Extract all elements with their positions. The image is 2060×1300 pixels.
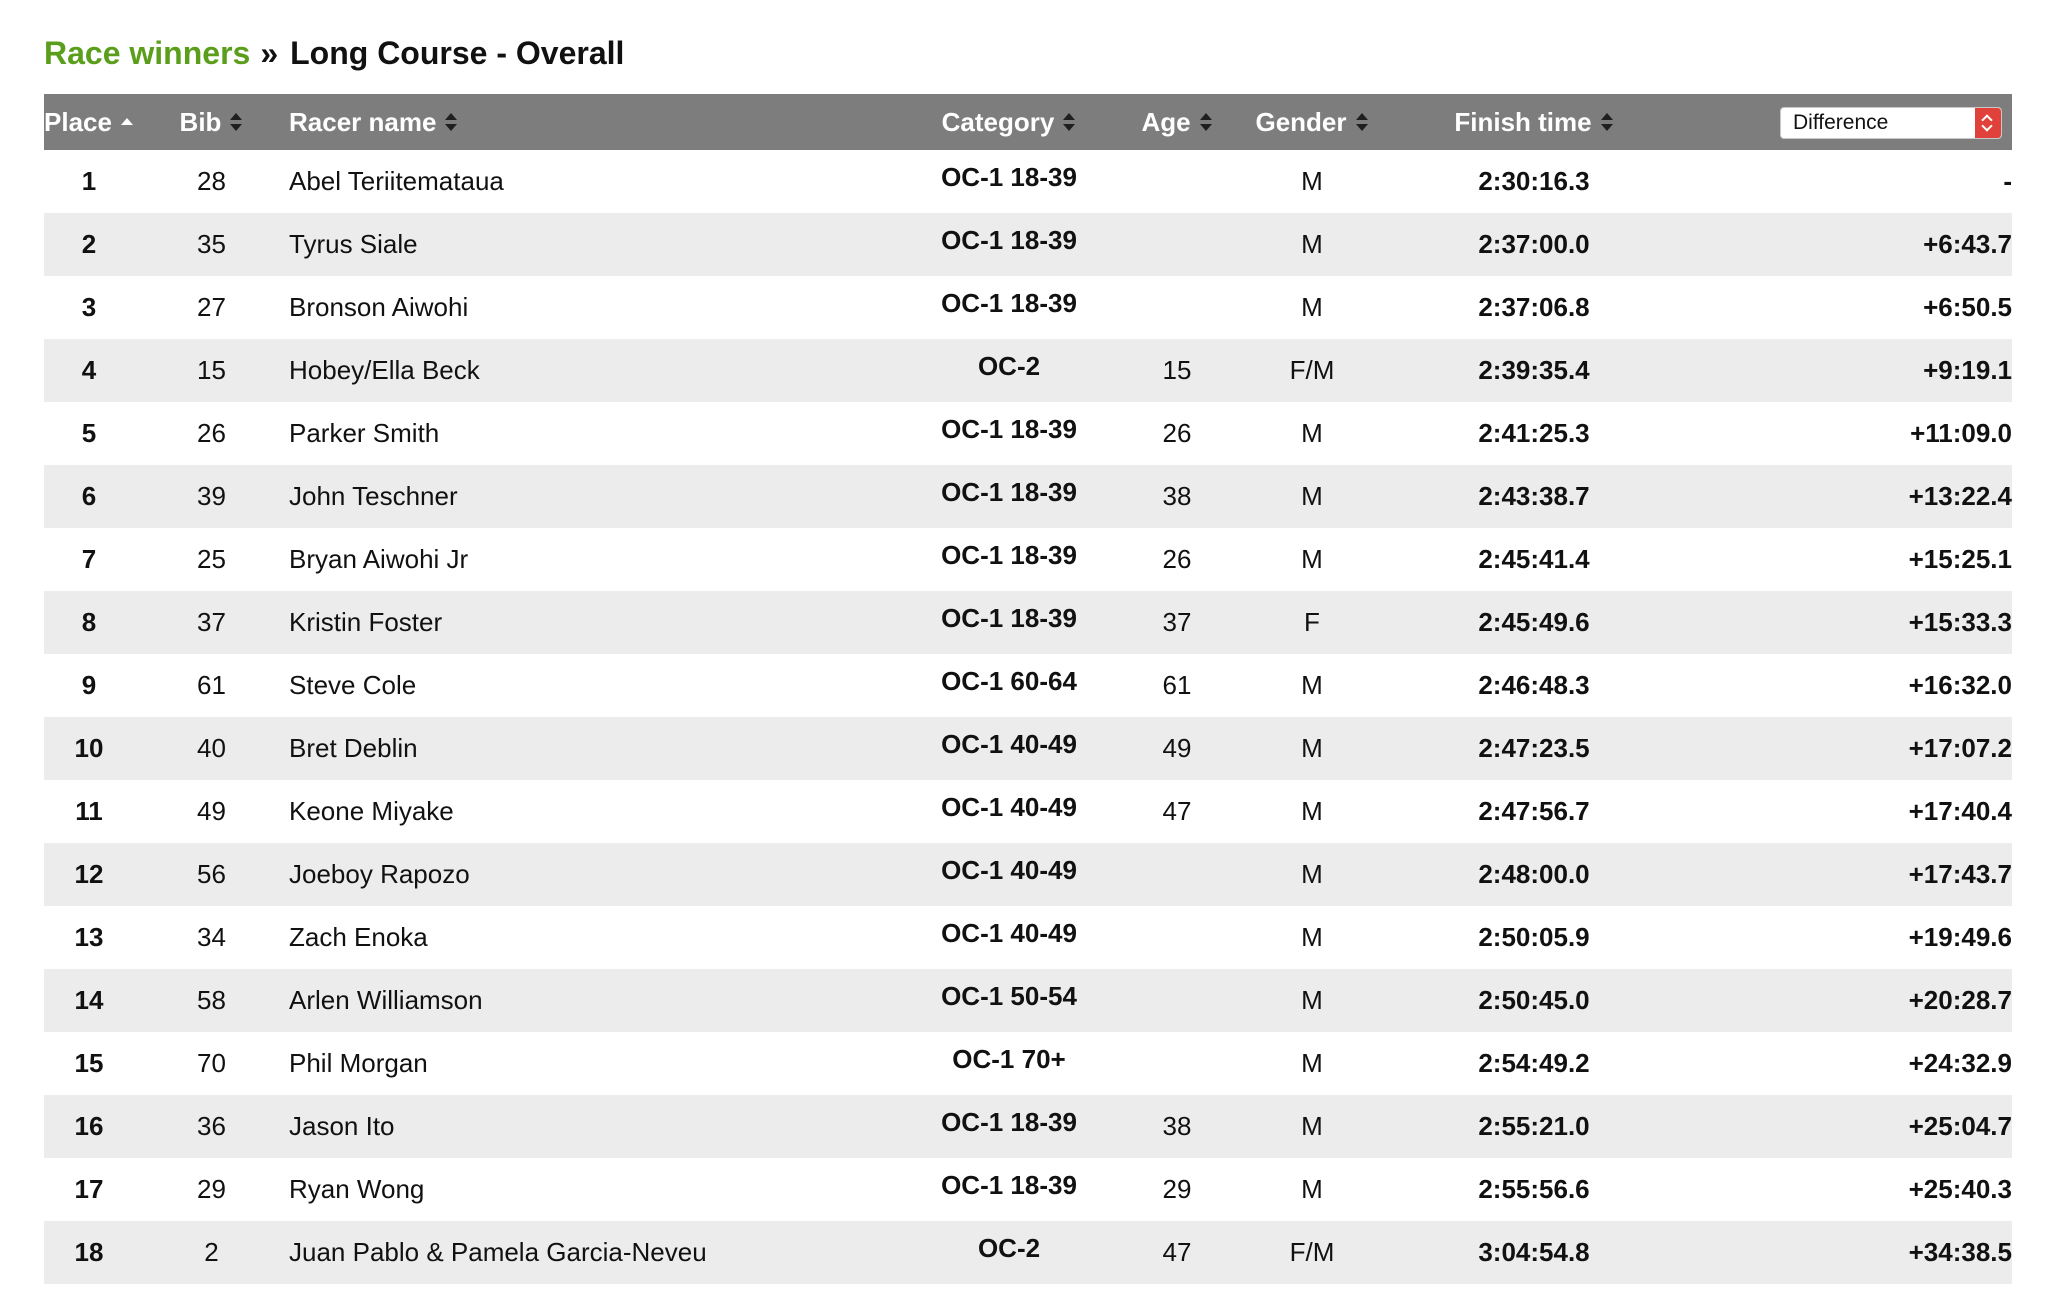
racer-name-cell: Juan Pablo & Pamela Garcia-Neveu: [289, 1237, 707, 1267]
table-row: [44, 213, 2012, 276]
racer-name-cell: John Teschner: [289, 481, 458, 511]
place-cell: 18: [74, 1237, 104, 1267]
category-text: OC-1 40-49: [941, 855, 1077, 885]
racer-name-cell: Hobey/Ella Beck: [289, 355, 480, 385]
table-row: [44, 465, 2012, 528]
bib-cell: 58: [197, 985, 226, 1015]
gender-cell: F/M: [1289, 1237, 1335, 1267]
category-cell: [909, 213, 1109, 276]
bib-cell: 49: [197, 796, 226, 826]
category-text: OC-1 18-39: [941, 540, 1077, 570]
difference-cell: +34:38.5: [1908, 1237, 2012, 1267]
category-text: OC-1 18-39: [941, 1170, 1077, 1200]
category-text: OC-1 40-49: [941, 918, 1077, 948]
table-row: [44, 843, 2012, 906]
finish-time-cell: 2:45:49.6: [1478, 607, 1590, 637]
gender-cell: F: [1304, 607, 1320, 637]
column-header-bib-label: Bib: [179, 106, 222, 137]
finish-time-cell: 2:47:56.7: [1478, 796, 1590, 826]
bib-cell: 28: [197, 166, 226, 196]
finish-time-cell: 2:47:23.5: [1478, 733, 1590, 763]
category-cell: [909, 276, 1109, 339]
sort-icon: [1355, 111, 1369, 133]
column-header-racer-name-label: Racer name: [289, 106, 437, 137]
finish-time-cell: 2:30:16.3: [1478, 166, 1590, 196]
place-cell: 9: [81, 670, 97, 700]
bib-cell: 35: [197, 229, 226, 259]
table-row: [44, 528, 2012, 591]
place-cell: 2: [81, 229, 97, 259]
finish-time-cell: 2:37:00.0: [1478, 229, 1590, 259]
bib-cell: 39: [197, 481, 226, 511]
racer-name-cell: Parker Smith: [289, 418, 440, 448]
category-cell: [909, 843, 1109, 906]
category-text: OC-1 18-39: [941, 162, 1077, 192]
table-row: [44, 591, 2012, 654]
column-header-finish-time[interactable]: [1379, 94, 1689, 150]
sort-icon: [1062, 111, 1076, 133]
category-text: OC-1 40-49: [941, 792, 1077, 822]
age-cell: 47: [1162, 1237, 1192, 1267]
finish-time-cell: 2:50:45.0: [1478, 985, 1590, 1015]
racer-name-cell: Bronson Aiwohi: [289, 292, 469, 322]
age-cell: [1109, 906, 1245, 969]
difference-cell: +11:09.0: [1910, 418, 2012, 448]
column-header-place-label: Place: [44, 106, 112, 137]
category-text: OC-2: [977, 1233, 1041, 1263]
racer-name-cell: Jason Ito: [289, 1111, 395, 1141]
finish-time-cell: 3:04:54.8: [1478, 1237, 1590, 1267]
bib-cell: 40: [197, 733, 226, 763]
category-text: OC-1 18-39: [941, 603, 1077, 633]
column-header-age-label: Age: [1141, 106, 1191, 137]
gender-cell: M: [1301, 166, 1323, 196]
results-table: [44, 94, 2012, 1284]
gender-cell: M: [1301, 922, 1323, 952]
place-cell: 8: [81, 607, 97, 637]
table-row: [44, 1032, 2012, 1095]
racer-name-cell: Bryan Aiwohi Jr: [289, 544, 469, 574]
place-cell: 6: [81, 481, 97, 511]
results-page: [44, 28, 2012, 1284]
sort-icon: [1600, 111, 1614, 133]
age-cell: [1109, 150, 1245, 213]
finish-time-cell: 2:37:06.8: [1478, 292, 1590, 322]
age-cell: 26: [1162, 418, 1192, 448]
gender-cell: M: [1301, 796, 1323, 826]
difference-cell: +15:33.3: [1908, 607, 2012, 637]
place-cell: 13: [74, 922, 104, 952]
age-cell: 38: [1162, 1111, 1192, 1141]
gender-cell: M: [1301, 670, 1323, 700]
difference-cell: -: [2003, 166, 2012, 196]
table-row: [44, 1158, 2012, 1221]
bib-cell: 15: [197, 355, 226, 385]
age-cell: [1109, 843, 1245, 906]
bib-cell: 36: [197, 1111, 226, 1141]
finish-time-cell: 2:46:48.3: [1478, 670, 1590, 700]
bib-cell: 34: [197, 922, 226, 952]
racer-name-cell: Bret Deblin: [289, 733, 418, 763]
difference-cell: +6:50.5: [1923, 292, 2012, 322]
age-cell: 37: [1162, 607, 1192, 637]
bib-cell: 26: [197, 418, 226, 448]
difference-cell: +9:19.1: [1923, 355, 2012, 385]
difference-cell: +20:28.7: [1908, 985, 2012, 1015]
age-cell: 47: [1162, 796, 1192, 826]
category-text: OC-1 18-39: [941, 477, 1077, 507]
sort-icon: [229, 111, 243, 133]
place-cell: 11: [75, 796, 103, 826]
category-cell: [909, 1221, 1109, 1284]
breadcrumb-separator: »: [260, 34, 279, 71]
difference-cell: +25:40.3: [1908, 1174, 2012, 1204]
gender-cell: M: [1301, 985, 1323, 1015]
category-text: OC-1 18-39: [941, 288, 1077, 318]
column-header-gender-label: Gender: [1255, 106, 1347, 137]
bib-cell: 56: [197, 859, 226, 889]
bib-cell: 61: [197, 670, 226, 700]
place-cell: 14: [74, 985, 104, 1015]
category-text: OC-1 60-64: [941, 666, 1077, 696]
difference-cell: +17:43.7: [1908, 859, 2012, 889]
place-cell: 3: [81, 292, 97, 322]
category-cell: [909, 969, 1109, 1032]
place-cell: 10: [74, 733, 104, 763]
age-cell: 61: [1162, 670, 1192, 700]
table-row: [44, 654, 2012, 717]
finish-time-cell: 2:45:41.4: [1478, 544, 1590, 574]
column-header-gender[interactable]: [1245, 94, 1379, 150]
bib-cell: 2: [204, 1237, 219, 1267]
bib-cell: 37: [197, 607, 226, 637]
difference-cell: +15:25.1: [1908, 544, 2012, 574]
table-row: [44, 780, 2012, 843]
bib-cell: 29: [197, 1174, 226, 1204]
gender-cell: M: [1301, 1174, 1323, 1204]
bib-cell: 70: [197, 1048, 226, 1078]
gender-cell: M: [1301, 859, 1323, 889]
category-cell: [909, 150, 1109, 213]
racer-name-cell: Arlen Williamson: [289, 985, 483, 1015]
gender-cell: M: [1301, 1111, 1323, 1141]
age-cell: 26: [1162, 544, 1192, 574]
table-row: [44, 150, 2012, 213]
gender-cell: M: [1301, 229, 1323, 259]
difference-cell: +19:49.6: [1908, 922, 2012, 952]
category-text: OC-1 18-39: [941, 414, 1077, 444]
racer-name-cell: Joeboy Rapozo: [289, 859, 470, 889]
category-text: OC-1 18-39: [941, 1107, 1077, 1137]
place-cell: 5: [81, 418, 97, 448]
finish-time-cell: 2:50:05.9: [1478, 922, 1590, 952]
racer-name-cell: Zach Enoka: [289, 922, 428, 952]
difference-cell: +6:43.7: [1923, 229, 2012, 259]
place-cell: 7: [81, 544, 97, 574]
age-cell: 49: [1162, 733, 1192, 763]
place-cell: 12: [74, 859, 104, 889]
category-cell: [909, 402, 1109, 465]
table-header-row: [44, 94, 2012, 150]
place-cell: 15: [74, 1048, 104, 1078]
table-row: [44, 339, 2012, 402]
place-cell: 4: [81, 355, 97, 385]
age-cell: [1109, 1032, 1245, 1095]
difference-cell: +25:04.7: [1908, 1111, 2012, 1141]
category-cell: [909, 1158, 1109, 1221]
column-header-bib[interactable]: [134, 94, 289, 150]
results-body: [44, 150, 2012, 1284]
select-arrows-icon: [1975, 108, 2001, 138]
gender-cell: M: [1301, 418, 1323, 448]
category-cell: [909, 339, 1109, 402]
finish-time-cell: 2:39:35.4: [1478, 355, 1590, 385]
table-row: [44, 717, 2012, 780]
table-row: [44, 276, 2012, 339]
category-cell: [909, 591, 1109, 654]
sort-icon: [1199, 111, 1213, 133]
category-text: OC-1 40-49: [941, 729, 1077, 759]
age-cell: 38: [1162, 481, 1192, 511]
column-header-racer-name[interactable]: [289, 94, 909, 150]
column-header-category-label: Category: [941, 106, 1055, 137]
finish-time-cell: 2:55:56.6: [1478, 1174, 1590, 1204]
gender-cell: M: [1301, 733, 1323, 763]
table-row: [44, 402, 2012, 465]
gender-cell: M: [1301, 292, 1323, 322]
sort-ascending-icon: [120, 111, 134, 133]
table-row: [44, 969, 2012, 1032]
difference-cell: +17:40.4: [1908, 796, 2012, 826]
difference-select[interactable]: [1780, 107, 2002, 139]
bib-cell: 25: [197, 544, 226, 574]
gender-cell: F/M: [1289, 355, 1335, 385]
category-cell: [909, 780, 1109, 843]
category-cell: [909, 906, 1109, 969]
finish-time-cell: 2:43:38.7: [1478, 481, 1590, 511]
racer-name-cell: Ryan Wong: [289, 1174, 425, 1204]
racer-name-cell: Steve Cole: [289, 670, 417, 700]
column-header-finish-time-label: Finish time: [1454, 106, 1592, 137]
place-cell: 17: [74, 1174, 104, 1204]
table-row: [44, 1095, 2012, 1158]
racer-name-cell: Tyrus Siale: [289, 229, 418, 259]
age-cell: 15: [1162, 355, 1192, 385]
table-row: [44, 1221, 2012, 1284]
gender-cell: M: [1301, 544, 1323, 574]
category-cell: [909, 1095, 1109, 1158]
finish-time-cell: 2:55:21.0: [1478, 1111, 1590, 1141]
racer-name-cell: Keone Miyake: [289, 796, 454, 826]
page-title: Long Course - Overall: [290, 34, 625, 71]
category-cell: [909, 1032, 1109, 1095]
racer-name-cell: Kristin Foster: [289, 607, 443, 637]
difference-cell: +17:07.2: [1908, 733, 2012, 763]
racer-name-cell: Phil Morgan: [289, 1048, 428, 1078]
column-header-place[interactable]: [44, 94, 134, 150]
category-cell: [909, 717, 1109, 780]
sort-icon: [444, 111, 458, 133]
race-winners-link[interactable]: Race winners: [44, 34, 251, 71]
category-cell: [909, 465, 1109, 528]
gender-cell: M: [1301, 1048, 1323, 1078]
finish-time-cell: 2:48:00.0: [1478, 859, 1590, 889]
age-cell: [1109, 213, 1245, 276]
column-header-category[interactable]: [909, 94, 1109, 150]
breadcrumb: [44, 28, 2012, 78]
category-text: OC-1 50-54: [941, 981, 1077, 1011]
column-header-age[interactable]: [1109, 94, 1245, 150]
finish-time-cell: 2:54:49.2: [1478, 1048, 1590, 1078]
column-header-difference: [1689, 94, 2012, 150]
category-text: OC-2: [977, 351, 1041, 381]
table-row: [44, 906, 2012, 969]
difference-cell: +24:32.9: [1908, 1048, 2012, 1078]
place-cell: 16: [74, 1111, 104, 1141]
racer-name-cell: Abel Teriitemataua: [289, 166, 504, 196]
place-cell: 1: [81, 166, 97, 196]
finish-time-cell: 2:41:25.3: [1478, 418, 1590, 448]
difference-cell: +13:22.4: [1908, 481, 2012, 511]
difference-cell: +16:32.0: [1908, 670, 2012, 700]
category-cell: [909, 654, 1109, 717]
difference-select-value: Difference: [1793, 111, 1889, 134]
category-text: OC-1 70+: [952, 1044, 1066, 1074]
category-cell: [909, 528, 1109, 591]
category-text: OC-1 18-39: [941, 225, 1077, 255]
bib-cell: 27: [197, 292, 226, 322]
age-cell: [1109, 969, 1245, 1032]
age-cell: 29: [1162, 1174, 1192, 1204]
gender-cell: M: [1301, 481, 1323, 511]
age-cell: [1109, 276, 1245, 339]
